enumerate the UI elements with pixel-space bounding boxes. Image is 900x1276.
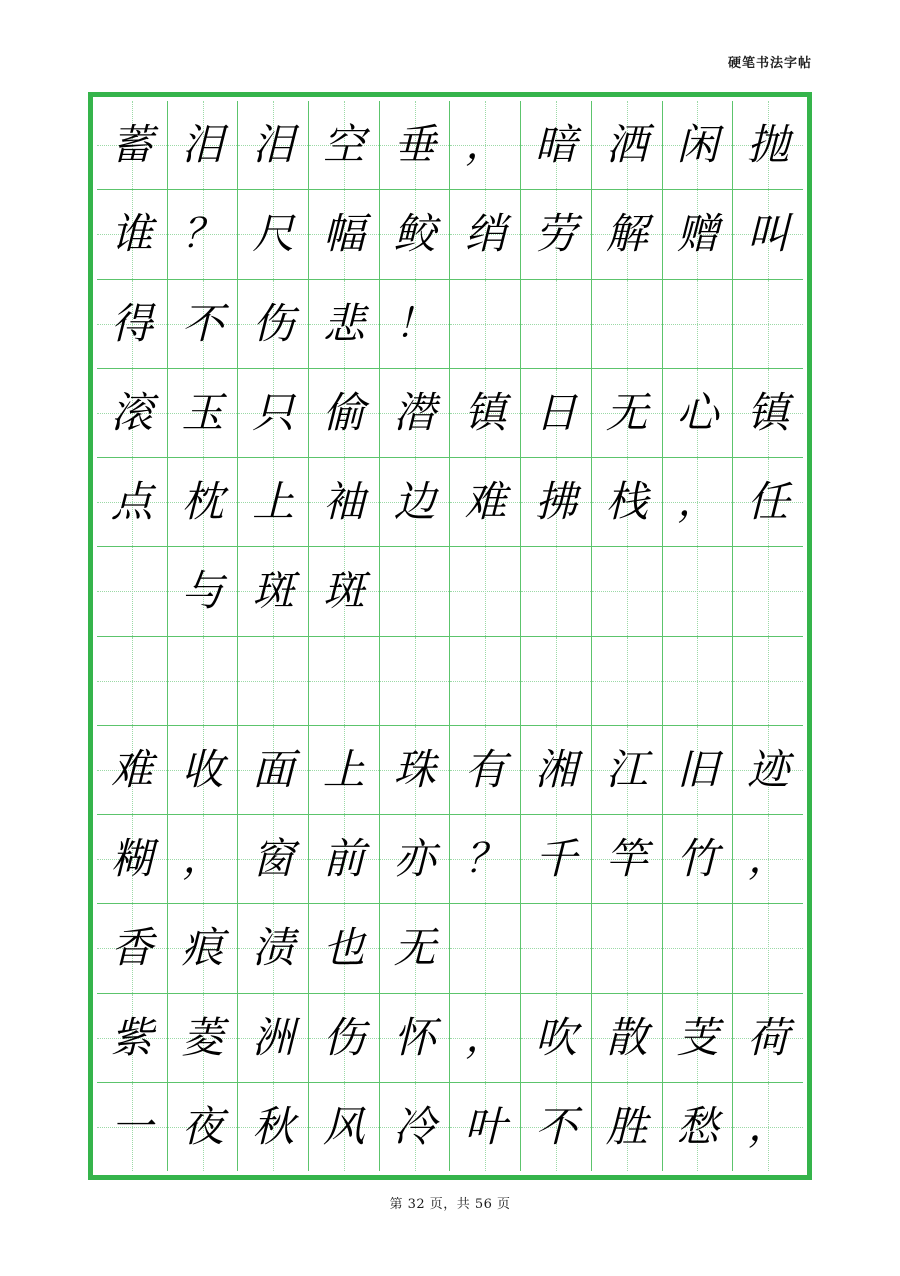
grid-cell: [238, 101, 308, 190]
grid-column: [379, 101, 450, 1171]
grid-cell: [97, 904, 167, 993]
grid-cell: [309, 101, 379, 190]
character-glyph: 渍: [252, 923, 295, 973]
grid-cell: [521, 458, 591, 547]
grid-column: [520, 101, 591, 1171]
grid-cell: [380, 458, 450, 547]
grid-cell: [592, 637, 662, 726]
grid-cell: [380, 280, 450, 369]
grid-column: [662, 101, 733, 1171]
page-header-title: 硬笔书法字帖: [727, 56, 812, 71]
character-glyph: 愁: [676, 1101, 719, 1151]
character-glyph: 风: [322, 1101, 365, 1151]
grid-cell: [238, 369, 308, 458]
grid-cell: [663, 1083, 733, 1171]
grid-cell: [238, 458, 308, 547]
grid-column: [308, 101, 379, 1171]
character-glyph: 竿: [605, 834, 648, 884]
character-glyph: 亦: [393, 834, 436, 884]
grid-cell: [309, 369, 379, 458]
character-glyph: 滚: [110, 387, 153, 437]
character-glyph: 袖: [322, 477, 365, 527]
grid-column: [97, 101, 167, 1171]
grid-column: [167, 101, 238, 1171]
character-glyph: 闲: [676, 120, 719, 170]
calligraphy-grid: [97, 101, 803, 1171]
grid-cell: [238, 994, 308, 1083]
grid-cell: [380, 369, 450, 458]
grid-cell: [663, 726, 733, 815]
grid-cell: [592, 280, 662, 369]
grid-cell: [592, 369, 662, 458]
character-glyph: 难: [464, 477, 507, 527]
grid-cell: [592, 815, 662, 904]
grid-cell: [521, 369, 591, 458]
grid-cell: [450, 280, 520, 369]
grid-cell: [521, 101, 591, 190]
character-glyph: 玉: [181, 387, 224, 437]
character-glyph: 空: [322, 120, 365, 170]
character-glyph: 前: [322, 834, 365, 884]
character-glyph: 不: [535, 1101, 578, 1151]
character-glyph: 收: [181, 744, 224, 794]
grid-cell: [97, 726, 167, 815]
character-glyph: ，: [748, 1103, 789, 1150]
character-glyph: 边: [393, 477, 436, 527]
character-glyph: 伤: [252, 298, 295, 348]
grid-cell: [168, 637, 238, 726]
grid-cell: [592, 190, 662, 279]
character-glyph: 窗: [252, 834, 295, 884]
grid-cell: [663, 280, 733, 369]
grid-cell: [663, 458, 733, 547]
grid-cell: [521, 280, 591, 369]
grid-cell: [97, 547, 167, 636]
grid-cell: [733, 101, 803, 190]
character-glyph: 绡: [464, 209, 507, 259]
grid-cell: [238, 547, 308, 636]
character-glyph: 面: [252, 744, 295, 794]
character-glyph: 心: [676, 387, 719, 437]
character-glyph: ？: [465, 836, 506, 883]
grid-cell: [733, 637, 803, 726]
grid-cell: [168, 369, 238, 458]
grid-cell: [97, 190, 167, 279]
grid-cell: [663, 904, 733, 993]
grid-cell: [733, 726, 803, 815]
grid-cell: [450, 815, 520, 904]
grid-cell: [733, 1083, 803, 1171]
grid-cell: [97, 369, 167, 458]
grid-cell: [168, 547, 238, 636]
character-glyph: ，: [677, 479, 718, 526]
character-glyph: 暗: [535, 120, 578, 170]
grid-cell: [521, 726, 591, 815]
grid-cell: [238, 815, 308, 904]
character-glyph: 悲: [322, 298, 365, 348]
character-glyph: 镇: [464, 387, 507, 437]
grid-cell: [521, 994, 591, 1083]
grid-cell: [309, 190, 379, 279]
character-glyph: 抛: [747, 120, 790, 170]
character-glyph: 上: [322, 744, 365, 794]
grid-cell: [380, 1083, 450, 1171]
grid-column: [591, 101, 662, 1171]
grid-cell: [733, 458, 803, 547]
character-glyph: 糊: [110, 834, 153, 884]
grid-cell: [592, 547, 662, 636]
grid-cell: [663, 369, 733, 458]
grid-cell: [380, 726, 450, 815]
character-glyph: 珠: [393, 744, 436, 794]
character-glyph: 栈: [605, 477, 648, 527]
page-footer: 第 32 页，共 56 页: [389, 1197, 511, 1212]
grid-cell: [663, 815, 733, 904]
character-glyph: 胜: [605, 1101, 648, 1151]
character-glyph: 镇: [747, 387, 790, 437]
character-glyph: 日: [535, 387, 578, 437]
character-glyph: 与: [181, 566, 224, 616]
grid-cell: [733, 369, 803, 458]
grid-cell: [168, 904, 238, 993]
grid-cell: [168, 280, 238, 369]
character-glyph: 只: [252, 387, 295, 437]
grid-cell: [450, 1083, 520, 1171]
character-glyph: 吹: [535, 1012, 578, 1062]
grid-cell: [450, 994, 520, 1083]
character-glyph: 洲: [252, 1012, 295, 1062]
grid-cell: [168, 1083, 238, 1171]
grid-cell: [309, 458, 379, 547]
calligraphy-grid-frame: [88, 92, 812, 1180]
grid-cell: [238, 1083, 308, 1171]
character-glyph: 痕: [181, 923, 224, 973]
grid-cell: [168, 190, 238, 279]
grid-cell: [238, 904, 308, 993]
character-glyph: 怀: [393, 1012, 436, 1062]
character-glyph: 斑: [252, 566, 295, 616]
character-glyph: 竹: [676, 834, 719, 884]
character-glyph: 拂: [535, 477, 578, 527]
grid-cell: [309, 815, 379, 904]
grid-cell: [592, 458, 662, 547]
grid-cell: [521, 1083, 591, 1171]
grid-cell: [97, 101, 167, 190]
character-glyph: 芰: [676, 1012, 719, 1062]
character-glyph: 湘: [535, 744, 578, 794]
character-glyph: 解: [605, 209, 648, 259]
grid-cell: [592, 904, 662, 993]
grid-cell: [309, 547, 379, 636]
character-glyph: 紫: [110, 1012, 153, 1062]
grid-cell: [733, 190, 803, 279]
grid-column: [732, 101, 803, 1171]
grid-cell: [450, 101, 520, 190]
character-glyph: 有: [464, 744, 507, 794]
character-glyph: 蓄: [110, 120, 153, 170]
character-glyph: 荷: [747, 1012, 790, 1062]
character-glyph: 斑: [322, 566, 365, 616]
grid-cell: [592, 994, 662, 1083]
grid-cell: [97, 458, 167, 547]
grid-cell: [521, 547, 591, 636]
grid-cell: [733, 280, 803, 369]
character-glyph: 难: [110, 744, 153, 794]
character-glyph: 谁: [110, 209, 153, 259]
grid-cell: [309, 726, 379, 815]
character-glyph: 幅: [322, 209, 365, 259]
grid-cell: [168, 458, 238, 547]
character-glyph: 叫: [747, 209, 790, 259]
grid-cell: [238, 190, 308, 279]
grid-cell: [592, 726, 662, 815]
grid-cell: [309, 994, 379, 1083]
grid-cell: [663, 994, 733, 1083]
grid-cell: [238, 280, 308, 369]
grid-cell: [450, 726, 520, 815]
grid-cell: [380, 904, 450, 993]
grid-cell: [521, 815, 591, 904]
grid-cell: [168, 994, 238, 1083]
grid-cell: [450, 190, 520, 279]
character-glyph: ，: [465, 1014, 506, 1061]
character-glyph: 泪: [181, 120, 224, 170]
character-glyph: 也: [322, 923, 365, 973]
grid-cell: [450, 369, 520, 458]
grid-cell: [309, 637, 379, 726]
character-glyph: 夜: [181, 1101, 224, 1151]
grid-cell: [97, 994, 167, 1083]
grid-cell: [168, 101, 238, 190]
character-glyph: 泪: [252, 120, 295, 170]
grid-cell: [309, 904, 379, 993]
grid-cell: [238, 726, 308, 815]
grid-cell: [663, 101, 733, 190]
grid-cell: [380, 101, 450, 190]
grid-cell: [380, 190, 450, 279]
character-glyph: 迹: [747, 744, 790, 794]
grid-cell: [733, 815, 803, 904]
grid-cell: [450, 904, 520, 993]
grid-cell: [521, 190, 591, 279]
character-glyph: 潜: [393, 387, 436, 437]
grid-cell: [380, 637, 450, 726]
character-glyph: ，: [748, 836, 789, 883]
character-glyph: 千: [535, 834, 578, 884]
character-glyph: 散: [605, 1012, 648, 1062]
character-glyph: 垂: [393, 120, 436, 170]
character-glyph: 无: [393, 923, 436, 973]
character-glyph: 枕: [181, 477, 224, 527]
grid-cell: [380, 994, 450, 1083]
character-glyph: 冷: [393, 1101, 436, 1151]
grid-cell: [309, 280, 379, 369]
character-glyph: 洒: [605, 120, 648, 170]
character-glyph: 香: [110, 923, 153, 973]
character-glyph: 无: [605, 387, 648, 437]
grid-cell: [592, 101, 662, 190]
grid-cell: [733, 904, 803, 993]
character-glyph: ？: [182, 211, 223, 258]
character-glyph: ！: [394, 300, 435, 347]
grid-cell: [97, 637, 167, 726]
character-glyph: 一: [110, 1101, 153, 1151]
grid-cell: [380, 547, 450, 636]
character-glyph: 伤: [322, 1012, 365, 1062]
grid-column: [237, 101, 308, 1171]
grid-cell: [380, 815, 450, 904]
character-glyph: 菱: [181, 1012, 224, 1062]
character-glyph: ，: [182, 836, 223, 883]
character-glyph: 偷: [322, 387, 365, 437]
grid-cell: [663, 637, 733, 726]
character-glyph: 鲛: [393, 209, 436, 259]
grid-cell: [450, 637, 520, 726]
grid-cell: [238, 637, 308, 726]
character-glyph: 得: [110, 298, 153, 348]
grid-cell: [97, 815, 167, 904]
character-glyph: 江: [605, 744, 648, 794]
grid-cell: [592, 1083, 662, 1171]
character-glyph: 旧: [676, 744, 719, 794]
grid-cell: [168, 815, 238, 904]
grid-cell: [663, 547, 733, 636]
character-glyph: 不: [181, 298, 224, 348]
grid-cell: [450, 547, 520, 636]
character-glyph: 任: [747, 477, 790, 527]
grid-cell: [663, 190, 733, 279]
grid-cell: [733, 994, 803, 1083]
grid-cell: [168, 726, 238, 815]
character-glyph: 点: [110, 477, 153, 527]
grid-cell: [97, 1083, 167, 1171]
grid-cell: [309, 1083, 379, 1171]
grid-cell: [521, 904, 591, 993]
character-glyph: ，: [465, 122, 506, 169]
character-glyph: 劳: [535, 209, 578, 259]
character-glyph: 尺: [252, 209, 295, 259]
grid-cell: [450, 458, 520, 547]
grid-cell: [733, 547, 803, 636]
character-glyph: 叶: [464, 1101, 507, 1151]
grid-column: [449, 101, 520, 1171]
grid-cell: [97, 280, 167, 369]
character-glyph: 秋: [252, 1101, 295, 1151]
grid-cell: [521, 637, 591, 726]
character-glyph: 赠: [676, 209, 719, 259]
character-glyph: 上: [252, 477, 295, 527]
